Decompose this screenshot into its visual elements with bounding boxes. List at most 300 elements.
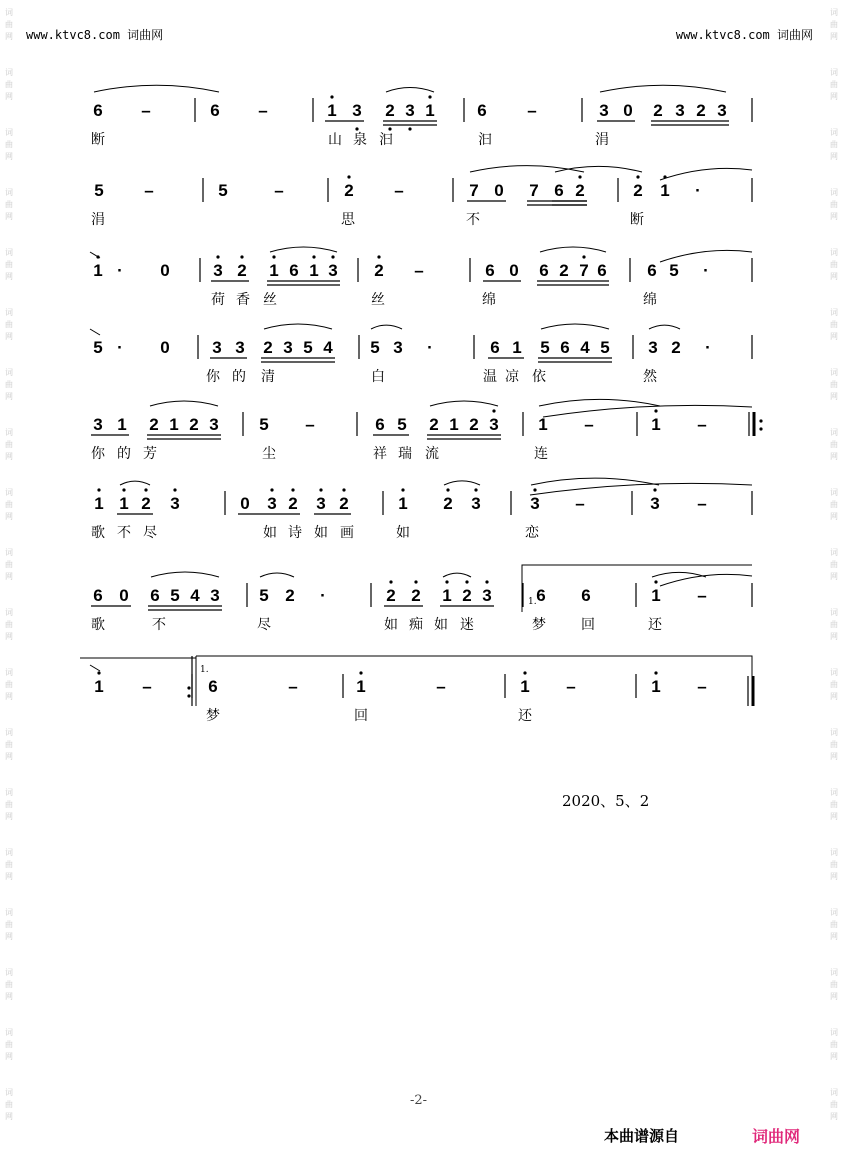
slur-tie	[94, 85, 219, 92]
header-right-url[interactable]: www.ktvc8.com 词曲网	[675, 28, 813, 42]
jianpu-note: 2	[411, 586, 421, 605]
watermark-glyph: 网	[830, 272, 838, 281]
jianpu-note: ·	[117, 261, 123, 280]
source-label: 本曲谱源自	[604, 1127, 680, 1145]
watermark-glyph: 网	[830, 32, 838, 41]
jianpu-note: 1	[93, 261, 103, 280]
jianpu-note: 3	[209, 415, 219, 434]
jianpu-note: 2	[671, 338, 681, 357]
jianpu-note: 1	[309, 261, 319, 280]
jianpu-note: 1	[356, 677, 366, 696]
slur-tie	[430, 401, 498, 406]
watermark-glyph: 网	[5, 92, 13, 101]
watermark-glyph: 网	[5, 692, 13, 701]
watermark-glyph: 词	[5, 728, 13, 737]
high-octave-dot	[216, 255, 219, 258]
high-octave-dot	[291, 488, 294, 491]
jianpu-note: 6	[560, 338, 570, 357]
watermark-glyph: 曲	[5, 620, 13, 629]
watermark-glyph: 曲	[830, 620, 838, 629]
lyric-character: 你	[206, 369, 220, 385]
jianpu-note: 1	[651, 677, 661, 696]
watermark-glyph: 网	[5, 812, 13, 821]
watermark-glyph: 词	[830, 1028, 838, 1037]
high-octave-dot	[582, 255, 585, 258]
lyric-character: 画	[340, 525, 354, 541]
jianpu-note: 2	[462, 586, 472, 605]
watermark-glyph: 曲	[830, 1040, 838, 1049]
watermark-glyph: 网	[5, 752, 13, 761]
watermark-glyph: 曲	[5, 140, 13, 149]
slur-tie	[531, 478, 659, 485]
jianpu-note: 6	[289, 261, 299, 280]
jianpu-note: 6	[150, 586, 160, 605]
watermark-glyph: 曲	[830, 980, 838, 989]
watermark-glyph: 词	[5, 908, 13, 917]
low-octave-dot	[355, 127, 358, 130]
watermark-glyph: 词	[5, 68, 13, 77]
watermark-glyph: 曲	[5, 920, 13, 929]
lyric-character: 迷	[460, 617, 474, 633]
lyric-character: 汩	[379, 132, 393, 148]
jianpu-note: –	[697, 677, 707, 696]
watermark-glyph: 曲	[830, 200, 838, 209]
jianpu-note: –	[697, 494, 707, 513]
jianpu-note: –	[305, 415, 315, 434]
watermark-glyph: 词	[5, 668, 13, 677]
watermark-glyph: 曲	[5, 560, 13, 569]
jianpu-note: 0	[494, 181, 504, 200]
lyric-character: 的	[117, 446, 131, 462]
watermark-glyph: 曲	[5, 380, 13, 389]
jianpu-note: 0	[160, 261, 170, 280]
lyric-character: 山	[328, 132, 342, 148]
watermark-glyph: 曲	[5, 980, 13, 989]
jianpu-note: 5	[669, 261, 679, 280]
watermark-glyph: 网	[830, 1112, 838, 1121]
jianpu-note: 0	[623, 101, 633, 120]
watermark-glyph: 词	[5, 608, 13, 617]
high-octave-dot	[414, 580, 417, 583]
jianpu-note: –	[394, 181, 404, 200]
jianpu-note: 3	[235, 338, 245, 357]
high-octave-dot	[342, 488, 345, 491]
watermark-glyph: 词	[5, 548, 13, 557]
lyric-character: 回	[581, 617, 595, 633]
watermark-glyph: 曲	[830, 920, 838, 929]
slur-tie	[555, 166, 642, 172]
watermark-glyph: 词	[830, 728, 838, 737]
jianpu-note: 3	[267, 494, 277, 513]
jianpu-note: –	[566, 677, 576, 696]
jianpu-note: 2	[469, 415, 479, 434]
high-octave-dot	[331, 255, 334, 258]
watermark-glyph: 词	[830, 848, 838, 857]
jianpu-note: ·	[320, 586, 326, 605]
jianpu-note: 3	[530, 494, 540, 513]
lyric-character: 尘	[262, 446, 276, 462]
watermark-glyph: 网	[5, 212, 13, 221]
jianpu-note: 1	[119, 494, 129, 513]
watermark-glyph: 词	[5, 1088, 13, 1097]
jianpu-note: 1	[442, 586, 452, 605]
lyric-character: 不	[152, 617, 166, 633]
watermark-glyph: 词	[830, 1088, 838, 1097]
jianpu-note: 1	[512, 338, 522, 357]
page-number: -2-	[410, 1093, 428, 1108]
jianpu-note: 2	[575, 181, 585, 200]
watermark-glyph: 网	[5, 452, 13, 461]
jianpu-note: 3	[650, 494, 660, 513]
high-octave-dot	[654, 580, 657, 583]
watermark-glyph: 曲	[830, 500, 838, 509]
jianpu-note: 3	[648, 338, 658, 357]
watermark-glyph: 网	[830, 692, 838, 701]
jianpu-note: 5	[303, 338, 313, 357]
watermark-glyph: 词	[5, 968, 13, 977]
jianpu-note: 1	[425, 101, 435, 120]
watermark-glyph: 词	[5, 308, 13, 317]
high-octave-dot	[359, 671, 362, 674]
watermark-glyph: 词	[5, 368, 13, 377]
watermark-glyph: 词	[830, 368, 838, 377]
high-octave-dot	[653, 488, 656, 491]
jianpu-note: –	[697, 586, 707, 605]
jianpu-note: 5	[600, 338, 610, 357]
jianpu-note: 5	[259, 586, 269, 605]
watermark-glyph: 网	[5, 1052, 13, 1061]
jianpu-note: 3	[599, 101, 609, 120]
lyric-character: 然	[643, 369, 657, 385]
watermark-glyph: 词	[830, 668, 838, 677]
watermark-glyph: 网	[830, 872, 838, 881]
lyric-character: 诗	[288, 525, 302, 541]
lyric-character: 恋	[525, 525, 539, 541]
watermark-glyph: 曲	[5, 200, 13, 209]
jianpu-note: 5	[540, 338, 550, 357]
header-left-url[interactable]: www.ktvc8.com 词曲网	[26, 28, 164, 42]
watermark-glyph: 曲	[5, 440, 13, 449]
lyric-character: 还	[648, 617, 662, 633]
lyric-character: 绵	[643, 292, 657, 308]
watermark-glyph: 网	[830, 812, 838, 821]
jianpu-note: –	[274, 181, 284, 200]
watermark-glyph: 词	[830, 548, 838, 557]
high-octave-dot	[270, 488, 273, 491]
lyric-character: 连	[534, 446, 548, 462]
watermark-glyph: 曲	[830, 740, 838, 749]
jianpu-note: 1	[94, 677, 104, 696]
watermark-glyph: 词	[830, 68, 838, 77]
lyric-character: 泉	[353, 132, 367, 148]
slur-tie	[371, 325, 402, 329]
jianpu-note: –	[288, 677, 298, 696]
jianpu-note: 2	[189, 415, 199, 434]
jianpu-note: 2	[443, 494, 453, 513]
watermark-glyph: 曲	[5, 80, 13, 89]
watermark-glyph: 曲	[830, 680, 838, 689]
slur-tie	[264, 324, 332, 329]
watermark-glyph: 曲	[5, 1100, 13, 1109]
high-octave-dot	[445, 580, 448, 583]
high-octave-dot	[578, 175, 581, 178]
slur-tie	[470, 166, 584, 172]
watermark-glyph: 曲	[830, 260, 838, 269]
watermark-glyph: 网	[5, 1112, 13, 1121]
high-octave-dot	[492, 409, 495, 412]
watermark-glyph: 词	[5, 248, 13, 257]
watermark-glyph: 词	[5, 8, 13, 17]
volta-label: 1.	[528, 597, 537, 607]
jianpu-note: 7	[579, 261, 589, 280]
lyric-character: 依	[532, 369, 546, 385]
jianpu-note: 6	[210, 101, 220, 120]
lyric-character: 清	[261, 369, 275, 385]
jianpu-note: 6	[490, 338, 500, 357]
jianpu-note: 7	[529, 181, 539, 200]
jianpu-note: 6	[93, 101, 103, 120]
high-octave-dot	[485, 580, 488, 583]
jianpu-note: 0	[119, 586, 129, 605]
watermark-glyph: 曲	[830, 80, 838, 89]
lyric-character: 芳	[143, 446, 157, 462]
watermark-glyph: 网	[5, 992, 13, 1001]
lyric-character: 梦	[532, 617, 546, 633]
jianpu-note: ·	[695, 181, 701, 200]
lyric-character: 绵	[482, 292, 496, 308]
tie-continuation	[90, 665, 100, 671]
jianpu-note: 2	[344, 181, 354, 200]
watermark-glyph: 曲	[830, 560, 838, 569]
jianpu-note: –	[697, 415, 707, 434]
tie-to-next-line	[530, 483, 752, 495]
lyric-character: 尽	[143, 525, 157, 541]
slur-tie	[120, 481, 150, 485]
lyric-character: 祥	[373, 446, 387, 462]
jianpu-note: –	[436, 677, 446, 696]
watermark-glyph: 网	[5, 392, 13, 401]
jianpu-note: 6	[647, 261, 657, 280]
jianpu-note: –	[144, 181, 154, 200]
jianpu-note: –	[141, 101, 151, 120]
slur-tie	[649, 325, 680, 329]
jianpu-note: 3	[328, 261, 338, 280]
jianpu-note: 6	[581, 586, 591, 605]
jianpu-note: 2	[374, 261, 384, 280]
jianpu-note: 1	[538, 415, 548, 434]
jianpu-note: 6	[539, 261, 549, 280]
repeat-end-dot	[187, 686, 190, 689]
jianpu-note: 3	[352, 101, 362, 120]
jianpu-note: 4	[580, 338, 590, 357]
watermark-glyph: 曲	[830, 380, 838, 389]
slur-tie	[443, 573, 471, 577]
jianpu-note: 3	[316, 494, 326, 513]
watermark-glyph: 曲	[830, 1100, 838, 1109]
watermark-glyph: 网	[830, 752, 838, 761]
lyric-character: 断	[91, 132, 105, 148]
slur-tie	[444, 481, 480, 485]
jianpu-note: 2	[429, 415, 439, 434]
watermark-glyph: 词	[5, 848, 13, 857]
lyric-character: 涓	[91, 212, 105, 228]
jianpu-note: 1	[651, 586, 661, 605]
watermark-glyph: 网	[830, 452, 838, 461]
high-octave-dot	[312, 255, 315, 258]
jianpu-note: 1	[651, 415, 661, 434]
lyric-character: 温	[483, 369, 497, 385]
jianpu-note: 1	[169, 415, 179, 434]
watermark-glyph: 网	[830, 332, 838, 341]
tie-continuation	[90, 329, 100, 335]
jianpu-note: 2	[237, 261, 247, 280]
tie-to-next-line	[543, 405, 752, 417]
watermark-glyph: 曲	[5, 680, 13, 689]
watermark-glyph: 曲	[5, 20, 13, 29]
slur-tie	[270, 247, 337, 252]
lyric-character: 丝	[263, 292, 277, 308]
lyric-character: 如	[314, 525, 328, 541]
jianpu-note: 2	[263, 338, 273, 357]
high-octave-dot	[173, 488, 176, 491]
jianpu-note: –	[142, 677, 152, 696]
watermark-glyph: 词	[830, 488, 838, 497]
watermark-glyph: 网	[830, 152, 838, 161]
lyric-character: 断	[630, 212, 644, 228]
lyric-character: 如	[396, 525, 410, 541]
watermark-glyph: 网	[5, 332, 13, 341]
watermark-glyph: 词	[5, 188, 13, 197]
jianpu-note: 6	[477, 101, 487, 120]
jianpu-note: 3	[405, 101, 415, 120]
jianpu-note: 3	[210, 586, 220, 605]
jianpu-note: 0	[160, 338, 170, 357]
low-octave-dot	[408, 127, 411, 130]
jianpu-note: –	[414, 261, 424, 280]
volta-bracket	[196, 656, 752, 676]
watermark-glyph: 网	[830, 1052, 838, 1061]
watermark-glyph: 词	[830, 188, 838, 197]
jianpu-note: 3	[717, 101, 727, 120]
watermark-glyph: 词	[830, 608, 838, 617]
lyric-character: 回	[354, 708, 368, 724]
watermark-glyph: 曲	[5, 500, 13, 509]
watermark-glyph: 曲	[830, 800, 838, 809]
lyric-character: 白	[371, 369, 385, 385]
lyric-character: 歌	[91, 525, 105, 541]
repeat-dot	[759, 427, 762, 430]
jianpu-note: 6	[93, 586, 103, 605]
jianpu-note: 5	[397, 415, 407, 434]
watermark-glyph: 词	[5, 428, 13, 437]
watermark-glyph: 词	[5, 788, 13, 797]
jianpu-note: 1	[94, 494, 104, 513]
watermark-glyph: 网	[830, 212, 838, 221]
high-octave-dot	[122, 488, 125, 491]
high-octave-dot	[523, 671, 526, 674]
tie-continuation	[90, 252, 100, 258]
watermark-glyph: 曲	[830, 20, 838, 29]
high-octave-dot	[446, 488, 449, 491]
jianpu-note: 2	[285, 586, 295, 605]
jianpu-note: 2	[633, 181, 643, 200]
jianpu-note: ·	[427, 338, 433, 357]
tie-to-next-line	[660, 574, 752, 586]
jianpu-note: 3	[212, 338, 222, 357]
watermark-glyph: 词	[5, 128, 13, 137]
volta-bracket	[522, 565, 752, 612]
high-octave-dot	[474, 488, 477, 491]
high-octave-dot	[654, 409, 657, 412]
lyric-character: 梦	[206, 708, 220, 724]
jianpu-note: 3	[93, 415, 103, 434]
jianpu-note: 3	[170, 494, 180, 513]
jianpu-note: 2	[141, 494, 151, 513]
slur-tie	[540, 247, 606, 252]
watermark-glyph: 曲	[5, 860, 13, 869]
high-octave-dot	[401, 488, 404, 491]
lyric-character: 痴	[409, 617, 423, 633]
jianpu-note: 5	[218, 181, 228, 200]
lyric-character: 如	[434, 617, 448, 633]
high-octave-dot	[144, 488, 147, 491]
watermark-glyph: 网	[830, 512, 838, 521]
repeat-end-dot	[187, 694, 190, 697]
lyric-character: 还	[518, 708, 532, 724]
site-logo[interactable]: 词曲网	[752, 1127, 801, 1146]
lyric-character: 凉	[505, 369, 519, 385]
jianpu-note: 6	[536, 586, 546, 605]
jianpu-note: 5	[93, 338, 103, 357]
watermark-glyph: 网	[5, 872, 13, 881]
lyric-character: 涓	[595, 132, 609, 148]
lyric-character: 歌	[91, 617, 105, 633]
watermark-glyph: 网	[830, 992, 838, 1001]
jianpu-note: 1	[520, 677, 530, 696]
slur-tie	[600, 85, 726, 92]
watermark-glyph: 网	[5, 32, 13, 41]
jianpu-note: 2	[339, 494, 349, 513]
repeat-dot	[759, 419, 762, 422]
watermark-glyph: 曲	[830, 440, 838, 449]
jianpu-note: 7	[469, 181, 479, 200]
jianpu-note: 5	[259, 415, 269, 434]
high-octave-dot	[272, 255, 275, 258]
lyric-character: 流	[425, 446, 439, 462]
watermark-glyph: 曲	[5, 1040, 13, 1049]
watermark-glyph: 网	[5, 512, 13, 521]
high-octave-dot	[347, 175, 350, 178]
lyric-character: 如	[384, 617, 398, 633]
high-octave-dot	[654, 671, 657, 674]
high-octave-dot	[428, 95, 431, 98]
slur-tie	[260, 573, 294, 577]
jianpu-note: 3	[283, 338, 293, 357]
lyric-character: 你	[91, 446, 105, 462]
jianpu-note: 3	[471, 494, 481, 513]
jianpu-note: 6	[375, 415, 385, 434]
composition-date: 2020、5、2	[562, 792, 650, 810]
jianpu-note: 3	[393, 338, 403, 357]
jianpu-note: –	[527, 101, 537, 120]
watermark-glyph: 词	[5, 1028, 13, 1037]
lyric-character: 瑞	[398, 446, 412, 462]
lyric-character: 思	[341, 212, 355, 228]
watermark-glyph: 曲	[830, 320, 838, 329]
high-octave-dot	[97, 488, 100, 491]
watermark-glyph: 曲	[5, 740, 13, 749]
watermark-glyph: 网	[5, 632, 13, 641]
